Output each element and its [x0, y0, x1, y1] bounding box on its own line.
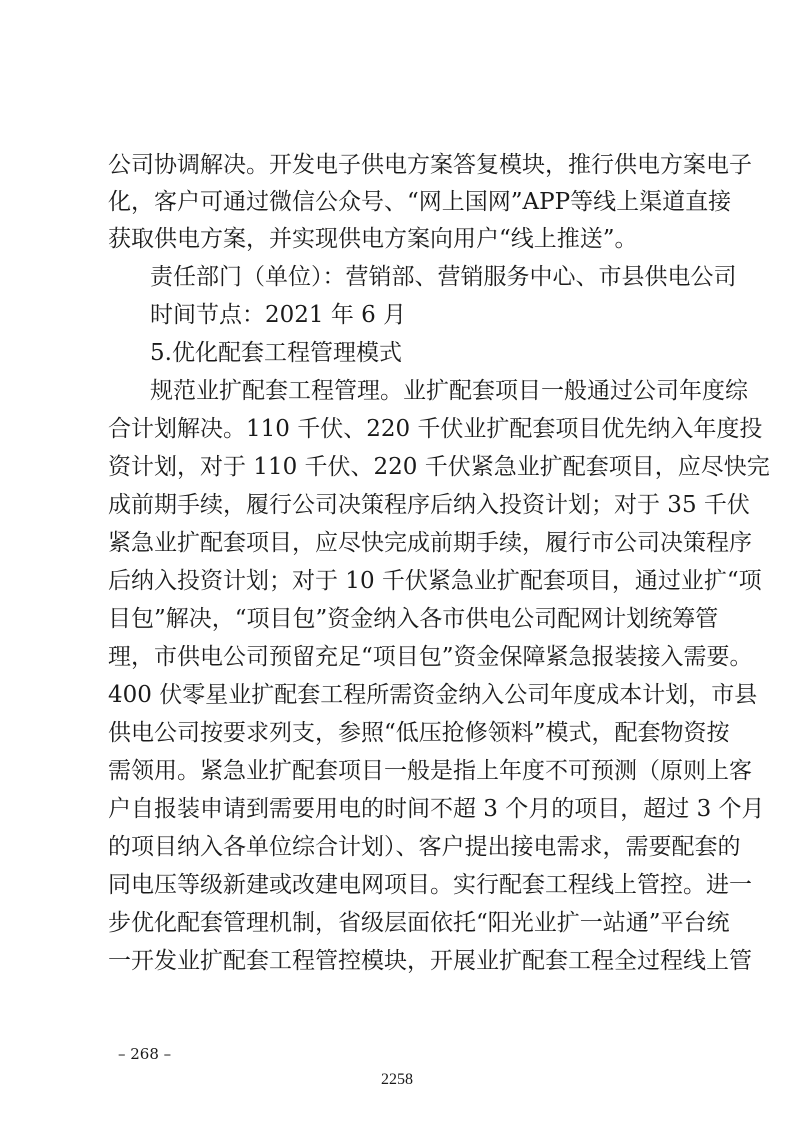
paragraph-line: 供电公司按要求列支，参照“低压抢修领料”模式，配套物资按 [108, 720, 730, 746]
paragraph-line: 需领用。紧急业扩配套项目一般是指上年度不可预测（原则上客 [108, 758, 752, 784]
paragraph-line: 公司协调解决。开发电子供电方案答复模块，推行供电方案电子 [108, 152, 752, 178]
paragraph-line: 获取供电方案，并实现供电方案向用户“线上推送”。 [108, 226, 638, 252]
paragraph-line: 同电压等级新建或改建电网项目。实行配套工程线上管控。进一 [108, 872, 752, 898]
responsible-department-line: 责任部门（单位）：营销部、营销服务中心、市县供电公司 [150, 264, 737, 290]
section-heading: 5.优化配套工程管理模式 [150, 340, 402, 366]
paragraph-line: 步优化配套管理机制，省级层面依托“阳光业扩一站通”平台统 [108, 910, 730, 936]
paragraph-line: 化，客户可通过微信公众号、“网上国网”APP等线上渠道直接 [108, 189, 732, 215]
paragraph-line: 紧急业扩配套项目，应尽快完成前期手续，履行市公司决策程序 [108, 530, 752, 556]
paragraph-line: 户自报装申请到需要用电的时间不超 3 个月的项目，超过 3 个月 [108, 796, 765, 822]
paragraph-line: 目包”解决，“项目包”资金纳入各市供电公司配网计划统筹管 [108, 606, 719, 632]
paragraph-line: 资计划，对于 110 千伏、220 千伏紧急业扩配套项目，应尽快完 [108, 454, 770, 480]
time-node-line: 时间节点：2021 年 6 月 [150, 302, 407, 328]
paragraph-line: 的项目纳入各单位综合计划）、客户提出接电需求，需要配套的 [108, 834, 741, 860]
paragraph-line: 一开发业扩配套工程管控模块，开展业扩配套工程全过程线上管 [108, 948, 752, 974]
page-number: – 268 – [118, 1045, 172, 1063]
paragraph-line: 合计划解决。110 千伏、220 千伏业扩配套项目优先纳入年度投 [108, 416, 763, 442]
stamp-number: 2258 [381, 1071, 413, 1088]
paragraph-line: 400 伏零星业扩配套工程所需资金纳入公司年度成本计划，市县 [108, 682, 758, 708]
paragraph-line: 后纳入投资计划；对于 10 千伏紧急业扩配套项目，通过业扩“项 [108, 568, 762, 594]
paragraph-line: 理，市供电公司预留充足“项目包”资金保障紧急报装接入需要。 [108, 644, 753, 670]
paragraph-line: 成前期手续，履行公司决策程序后纳入投资计划；对于 35 千伏 [108, 492, 750, 518]
paragraph-line: 规范业扩配套工程管理。业扩配套项目一般通过公司年度综 [150, 378, 748, 404]
